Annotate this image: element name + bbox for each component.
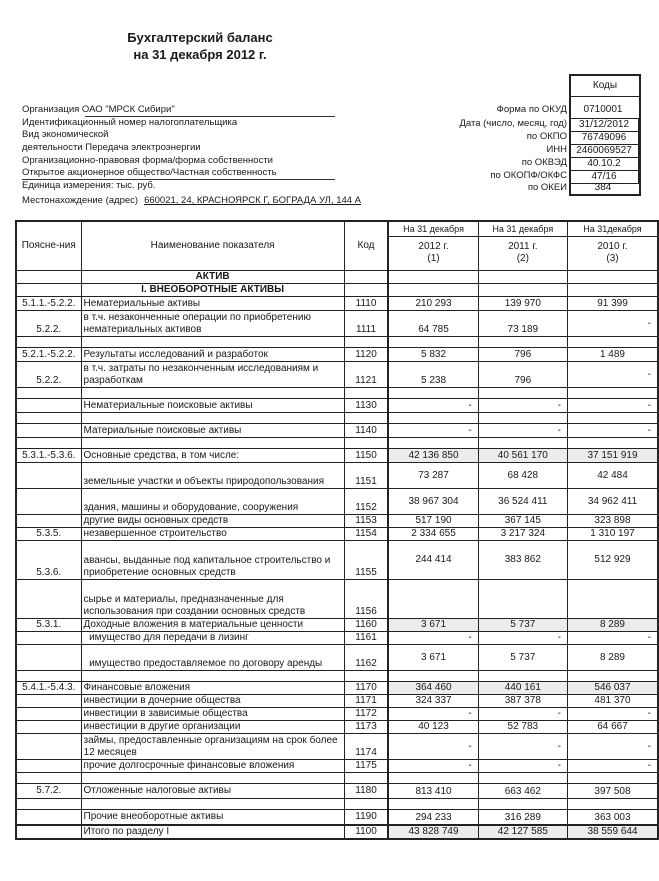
- row-value-2010: 546 037: [567, 682, 658, 695]
- table-row: [16, 708, 658, 721]
- row-code: 1151: [344, 463, 388, 489]
- empty-cell: [81, 413, 344, 424]
- empty-cell: [388, 284, 478, 297]
- header-col1-year: [388, 236, 478, 270]
- row-value-2011: 40 561 170: [478, 449, 567, 463]
- empty-cell: [344, 799, 388, 810]
- row-note: [16, 632, 81, 645]
- row-note: [16, 424, 81, 438]
- row-name: Итого по разделу I: [81, 825, 344, 839]
- row-code: 1153: [344, 515, 388, 528]
- row-value-2010: 481 370: [567, 695, 658, 708]
- row-note: [16, 645, 81, 671]
- empty-cell: [388, 413, 478, 424]
- row-value-2010: 1 310 197: [567, 528, 658, 541]
- label-date: Дата (число, месяц, год): [459, 118, 567, 129]
- col2-year: 2011 г.: [508, 241, 538, 253]
- row-value-2011: 3 217 324: [478, 528, 567, 541]
- row-name: сырье и материалы, предназначенные для использования при создании основных средств: [81, 580, 344, 619]
- table-row: [16, 489, 658, 515]
- code-okpo: 76749096: [569, 131, 639, 145]
- table-row: [16, 449, 658, 463]
- table-row: [16, 721, 658, 734]
- row-name: авансы, выданные под капитальное строительство и приобретение основных средств: [81, 541, 344, 580]
- row-value-2010: 64 667: [567, 721, 658, 734]
- row-value-2011: -: [478, 708, 567, 721]
- table-row: [16, 784, 658, 799]
- code-okud: 0710001: [583, 104, 623, 115]
- label-okopf: по ОКОПФ/ОКФС: [490, 170, 567, 181]
- row-code: 1111: [344, 311, 388, 337]
- row-name: инвестиции в другие организации: [81, 721, 344, 734]
- row-value-2010: 8 289: [567, 619, 658, 632]
- empty-cell: [344, 337, 388, 348]
- row-code: 1162: [344, 645, 388, 671]
- activity-label: Вид экономической: [22, 129, 109, 140]
- row-value-2011: 36 524 411: [478, 489, 567, 515]
- row-value-2010: 42 484: [567, 463, 658, 489]
- row-name: займы, предоставленные организациям на срок более 12 месяцев: [81, 734, 344, 760]
- empty-cell: [567, 271, 658, 284]
- row-name: прочие долгосрочные финансовые вложения: [81, 760, 344, 773]
- row-value-2010: 397 508: [567, 784, 658, 799]
- section-asset-title: АКТИВ: [81, 271, 344, 284]
- row-code: 1170: [344, 682, 388, 695]
- row-value-2011: 316 289: [478, 810, 567, 826]
- empty-cell: [16, 773, 81, 784]
- row-code: 1172: [344, 708, 388, 721]
- row-value-2012: 2 334 655: [388, 528, 478, 541]
- label-okud: Форма по ОКУД: [496, 104, 567, 115]
- section-1-title: I. ВНЕОБОРОТНЫЕ АКТИВЫ: [81, 284, 344, 297]
- row-value-2012: 244 414: [388, 541, 478, 580]
- row-note: 5.2.2.: [16, 362, 81, 388]
- empty-cell: [478, 388, 567, 399]
- row-note: [16, 515, 81, 528]
- empty-cell: [16, 413, 81, 424]
- empty-cell: [81, 671, 344, 682]
- empty-cell: [567, 671, 658, 682]
- row-code: 1110: [344, 297, 388, 311]
- row-value-2010: -: [567, 311, 658, 337]
- row-name: Материальные поисковые активы: [81, 424, 344, 438]
- table-row: [16, 541, 658, 580]
- row-note: 5.2.2.: [16, 311, 81, 337]
- row-value-2010: [567, 580, 658, 619]
- row-value-2011: 73 189: [478, 311, 567, 337]
- row-value-2012: 40 123: [388, 721, 478, 734]
- row-value-2011: 440 161: [478, 682, 567, 695]
- label-okved: по ОКВЭД: [521, 157, 567, 168]
- codes-header: Коды: [571, 76, 639, 97]
- row-note: 5.4.1.-5.4.3.: [16, 682, 81, 695]
- row-value-2012: 5 832: [388, 348, 478, 362]
- row-value-2010: -: [567, 734, 658, 760]
- row-code: 1173: [344, 721, 388, 734]
- row-value-2010: -: [567, 362, 658, 388]
- row-code: 1155: [344, 541, 388, 580]
- row-value-2010: 323 898: [567, 515, 658, 528]
- empty-cell: [344, 284, 388, 297]
- organization: Организация ОАО "МРСК Сибири": [22, 104, 175, 115]
- empty-cell: [16, 799, 81, 810]
- table-row: [16, 399, 658, 413]
- code-okved: 40.10.2: [569, 157, 639, 171]
- header-code: Код: [344, 221, 388, 271]
- table-row: [16, 632, 658, 645]
- row-name: незавершенное строительство: [81, 528, 344, 541]
- spacer-row: [16, 337, 658, 348]
- spacer-row: [16, 438, 658, 449]
- activity-value: деятельности Передача электроэнергии: [22, 142, 201, 153]
- empty-cell: [344, 773, 388, 784]
- empty-cell: [388, 799, 478, 810]
- col2-num: (2): [516, 253, 529, 265]
- address: [22, 195, 361, 207]
- row-note: 5.1.1.-5.2.2.: [16, 297, 81, 311]
- row-value-2012: 294 233: [388, 810, 478, 826]
- empty-cell: [388, 388, 478, 399]
- table-row-total: [16, 825, 658, 839]
- row-note: [16, 760, 81, 773]
- row-code: 1175: [344, 760, 388, 773]
- row-note: [16, 399, 81, 413]
- row-value-2011: 42 127 585: [478, 825, 567, 839]
- row-note: 5.3.1.: [16, 619, 81, 632]
- row-code: 1180: [344, 784, 388, 799]
- row-value-2012: 517 190: [388, 515, 478, 528]
- legal-form-value: Открытое акционерное общество/Частная собственность: [22, 167, 277, 178]
- row-name: здания, машины и оборудование, сооружения: [81, 489, 344, 515]
- row-value-2012: 3 671: [388, 645, 478, 671]
- empty-cell: [478, 773, 567, 784]
- row-value-2010: 91 399: [567, 297, 658, 311]
- empty-cell: [388, 773, 478, 784]
- empty-cell: [344, 438, 388, 449]
- table-row: [16, 424, 658, 438]
- empty-cell: [478, 799, 567, 810]
- empty-cell: [478, 671, 567, 682]
- table-row: [16, 362, 658, 388]
- row-name: имущество предоставляемое по договору аренды: [81, 645, 344, 671]
- col3-num: (3): [606, 253, 619, 265]
- row-note: [16, 708, 81, 721]
- table-row: [16, 297, 658, 311]
- table-row: [16, 645, 658, 671]
- row-note: [16, 489, 81, 515]
- row-note: 5.3.1.-5.3.6.: [16, 449, 81, 463]
- empty-cell: [567, 438, 658, 449]
- empty-cell: [567, 284, 658, 297]
- row-value-2010: -: [567, 708, 658, 721]
- empty-cell: [388, 271, 478, 284]
- row-code: 1171: [344, 695, 388, 708]
- header-name: Наименование показателя: [81, 221, 344, 271]
- row-value-2010: 363 003: [567, 810, 658, 826]
- empty-cell: [16, 388, 81, 399]
- row-name: в т.ч. незаконченные операции по приобретению нематериальных активов: [81, 311, 344, 337]
- empty-cell: [16, 284, 81, 297]
- row-value-2010: 34 962 411: [567, 489, 658, 515]
- row-value-2011: 68 428: [478, 463, 567, 489]
- row-value-2012: 73 287: [388, 463, 478, 489]
- row-name: земельные участки и объекты природопользования: [81, 463, 344, 489]
- row-value-2011: 5 737: [478, 645, 567, 671]
- row-name: Финансовые вложения: [81, 682, 344, 695]
- row-value-2011: -: [478, 632, 567, 645]
- col3-year: 2010 г.: [597, 241, 628, 253]
- row-value-2010: 1 489: [567, 348, 658, 362]
- empty-cell: [81, 799, 344, 810]
- empty-cell: [16, 271, 81, 284]
- row-value-2012: 42 136 850: [388, 449, 478, 463]
- row-code: 1121: [344, 362, 388, 388]
- document-title: [0, 29, 400, 63]
- empty-cell: [81, 388, 344, 399]
- empty-cell: [16, 438, 81, 449]
- empty-cell: [478, 413, 567, 424]
- empty-cell: [567, 388, 658, 399]
- row-value-2011: -: [478, 424, 567, 438]
- row-value-2011: 367 145: [478, 515, 567, 528]
- row-value-2011: 663 462: [478, 784, 567, 799]
- row-value-2012: 64 785: [388, 311, 478, 337]
- row-value-2011: 139 970: [478, 297, 567, 311]
- empty-cell: [567, 413, 658, 424]
- code-okei: 384: [594, 182, 612, 193]
- title-line-2: на 31 декабря 2012 г.: [133, 47, 267, 62]
- empty-cell: [478, 284, 567, 297]
- empty-cell: [81, 337, 344, 348]
- row-value-2010: -: [567, 760, 658, 773]
- legal-form-label: Организационно-правовая форма/форма собственности: [22, 155, 273, 166]
- row-code: 1154: [344, 528, 388, 541]
- row-value-2012: [388, 580, 478, 619]
- empty-cell: [16, 337, 81, 348]
- table-row: [16, 580, 658, 619]
- row-value-2012: -: [388, 632, 478, 645]
- table-row: [16, 515, 658, 528]
- row-value-2010: 37 151 919: [567, 449, 658, 463]
- row-code: 1174: [344, 734, 388, 760]
- row-value-2012: 813 410: [388, 784, 478, 799]
- row-value-2012: 38 967 304: [388, 489, 478, 515]
- row-value-2011: 5 737: [478, 619, 567, 632]
- row-note: [16, 580, 81, 619]
- empty-cell: [81, 438, 344, 449]
- row-name: инвестиции в зависимые общества: [81, 708, 344, 721]
- row-note: [16, 810, 81, 826]
- col1-num: (1): [427, 253, 440, 265]
- row-note: 5.2.1.-5.2.2.: [16, 348, 81, 362]
- spacer-row: [16, 671, 658, 682]
- table-row: [16, 682, 658, 695]
- row-value-2012: -: [388, 734, 478, 760]
- spacer-row: [16, 799, 658, 810]
- row-value-2012: 364 460: [388, 682, 478, 695]
- empty-cell: [567, 799, 658, 810]
- row-value-2011: 383 862: [478, 541, 567, 580]
- row-value-2012: -: [388, 424, 478, 438]
- row-value-2011: -: [478, 734, 567, 760]
- row-value-2012: -: [388, 399, 478, 413]
- empty-cell: [388, 671, 478, 682]
- header-note: Поясне-ния: [16, 221, 81, 271]
- header-col1-top: На 31 декабря: [388, 221, 478, 236]
- row-name: Нематериальные поисковые активы: [81, 399, 344, 413]
- header-col2-top: На 31 декабря: [478, 221, 567, 236]
- row-name: Прочие внеоборотные активы: [81, 810, 344, 826]
- row-name: инвестиции в дочерние общества: [81, 695, 344, 708]
- row-value-2011: -: [478, 399, 567, 413]
- row-code: 1130: [344, 399, 388, 413]
- empty-cell: [388, 438, 478, 449]
- row-note: 5.3.6.: [16, 541, 81, 580]
- row-name: Основные средства, в том числе:: [81, 449, 344, 463]
- empty-cell: [344, 671, 388, 682]
- table-row: [16, 695, 658, 708]
- code-okopf: 47/16: [569, 170, 639, 184]
- row-note: [16, 463, 81, 489]
- header-col3-year: [567, 236, 658, 270]
- row-value-2010: 512 929: [567, 541, 658, 580]
- row-note: [16, 734, 81, 760]
- empty-cell: [478, 337, 567, 348]
- code-date: 31/12/2012: [569, 118, 639, 132]
- address-label: Местонахождение (адрес): [22, 195, 139, 206]
- row-value-2011: [478, 580, 567, 619]
- row-value-2011: -: [478, 760, 567, 773]
- row-code: 1152: [344, 489, 388, 515]
- inn-label: Идентификационный номер налогоплательщика: [22, 117, 238, 128]
- row-value-2010: 38 559 644: [567, 825, 658, 839]
- row-value-2011: 796: [478, 362, 567, 388]
- table-row: [16, 734, 658, 760]
- row-code: 1160: [344, 619, 388, 632]
- row-code: 1190: [344, 810, 388, 826]
- balance-table: [15, 220, 659, 840]
- table-row: [16, 463, 658, 489]
- row-value-2010: -: [567, 399, 658, 413]
- spacer-row: [16, 413, 658, 424]
- empty-cell: [344, 388, 388, 399]
- row-note: [16, 695, 81, 708]
- row-value-2012: 5 238: [388, 362, 478, 388]
- row-name: Нематериальные активы: [81, 297, 344, 311]
- row-value-2012: -: [388, 708, 478, 721]
- row-value-2010: -: [567, 632, 658, 645]
- table-header: [16, 221, 658, 236]
- row-name: в т.ч. затраты по незаконченным исследованиям и разработкам: [81, 362, 344, 388]
- row-code: 1140: [344, 424, 388, 438]
- row-code: 1150: [344, 449, 388, 463]
- row-value-2012: 3 671: [388, 619, 478, 632]
- table-row: [16, 619, 658, 632]
- empty-cell: [344, 271, 388, 284]
- table-row: [16, 311, 658, 337]
- empty-cell: [16, 671, 81, 682]
- row-value-2011: 52 783: [478, 721, 567, 734]
- col1-year: 2012 г.: [418, 241, 449, 253]
- row-value-2010: -: [567, 424, 658, 438]
- code-inn: 2460069527: [569, 144, 639, 158]
- row-code: 1100: [344, 825, 388, 839]
- empty-cell: [344, 413, 388, 424]
- table-row: [16, 528, 658, 541]
- section-1: [16, 284, 658, 297]
- row-value-2010: 8 289: [567, 645, 658, 671]
- unit-label: Единица измерения: тыс. руб.: [22, 180, 156, 191]
- spacer-row: [16, 773, 658, 784]
- spacer-row: [16, 388, 658, 399]
- row-value-2011: 796: [478, 348, 567, 362]
- table-row: [16, 760, 658, 773]
- row-name: имущество для передачи в лизинг: [81, 632, 344, 645]
- row-value-2012: 210 293: [388, 297, 478, 311]
- title-line-1: Бухгалтерский баланс: [127, 30, 273, 45]
- empty-cell: [567, 773, 658, 784]
- row-name: другие виды основных средств: [81, 515, 344, 528]
- header-col3-top: На 31декабря: [567, 221, 658, 236]
- row-note: [16, 721, 81, 734]
- row-value-2012: -: [388, 760, 478, 773]
- label-okei: по ОКЕИ: [527, 182, 567, 193]
- row-name: Отложенные налоговые активы: [81, 784, 344, 799]
- table-row: [16, 810, 658, 826]
- label-okpo: по ОКПО: [526, 131, 567, 142]
- row-code: 1156: [344, 580, 388, 619]
- row-name: Результаты исследований и разработок: [81, 348, 344, 362]
- row-note: [16, 825, 81, 839]
- row-code: 1161: [344, 632, 388, 645]
- table-row: [16, 348, 658, 362]
- row-name: Доходные вложения в материальные ценности: [81, 619, 344, 632]
- row-note: 5.7.2.: [16, 784, 81, 799]
- label-inn: ИНН: [546, 144, 567, 155]
- row-value-2012: 324 337: [388, 695, 478, 708]
- empty-cell: [388, 337, 478, 348]
- empty-cell: [567, 337, 658, 348]
- empty-cell: [478, 438, 567, 449]
- row-note: 5.3.5.: [16, 528, 81, 541]
- empty-cell: [81, 773, 344, 784]
- header-col2-year: [478, 236, 567, 270]
- row-value-2011: 387 378: [478, 695, 567, 708]
- empty-cell: [478, 271, 567, 284]
- section-asset: [16, 271, 658, 284]
- row-value-2012: 43 828 749: [388, 825, 478, 839]
- row-code: 1120: [344, 348, 388, 362]
- address-value: 660021, 24, КРАСНОЯРСК Г, БОГРАДА УЛ, 144 А: [144, 195, 362, 206]
